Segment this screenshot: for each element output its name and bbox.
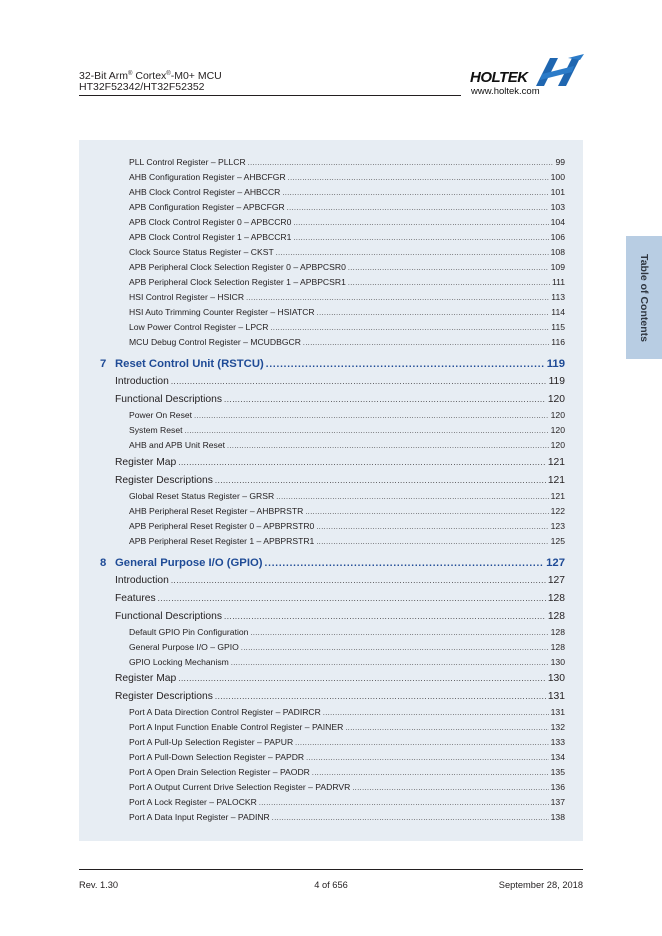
toc-page-number: 127 [547,575,565,586]
toc-page-number: 115 [551,322,565,332]
toc-entry-title: Register Descriptions [115,691,213,702]
toc-dot-leader [317,308,550,320]
toc-dot-leader [303,338,549,350]
toc-chapter-number: 8 [100,557,107,569]
toc-section-entry[interactable] [115,672,565,686]
toc-page-number: 133 [550,737,565,747]
toc-dot-leader [293,233,548,245]
toc-subsection-entry[interactable] [129,811,565,823]
footer-divider [79,869,583,870]
toc-subsection-entry[interactable] [129,186,565,198]
toc-dot-leader [348,263,549,275]
toc-entry-title: APB Peripheral Reset Register 1 – APBPRSTR1 [129,536,315,546]
toc-subsection-entry[interactable] [129,520,565,532]
toc-dot-leader [312,768,549,780]
toc-entry-title: Reset Control Unit (RSTCU) [115,358,264,370]
toc-entry-title: Introduction [115,376,169,387]
toc-dot-leader [276,248,549,260]
toc-entry-title: Register Descriptions [115,475,213,486]
toc-entry-title: Port A Data Input Register – PADINR [129,812,270,822]
toc-page-number: 130 [547,673,565,684]
toc-entry-title: Introduction [115,575,169,586]
toc-dot-leader [248,158,554,170]
toc-dot-leader [259,798,549,810]
registered-mark: ® [166,71,171,77]
toc-page-number: 109 [550,262,565,272]
toc-dot-leader [246,293,549,305]
toc-subsection-entry[interactable] [129,216,565,228]
toc-page-number: 111 [551,277,565,287]
toc-entry-title: Port A Data Direction Control Register – PADIRCR [129,707,321,717]
toc-dot-leader [224,393,546,407]
holtek-h-icon [528,54,588,88]
toc-entry-title: System Reset [129,425,183,435]
toc-dot-leader [323,708,549,720]
toc-subsection-entry[interactable] [129,781,565,793]
toc-subsection-entry[interactable] [129,409,565,421]
toc-entry-title: Features [115,593,156,604]
toc-subsection-entry[interactable] [129,490,565,502]
toc-entry-title: APB Clock Control Register 1 – APBCCR1 [129,232,292,242]
toc-subsection-entry[interactable] [129,306,565,318]
toc-entry-title: Default GPIO Pin Configuration [129,627,249,637]
toc-subsection-entry[interactable] [129,276,565,288]
toc-subsection-entry[interactable] [129,766,565,778]
toc-page-number: 108 [550,247,565,257]
toc-entry-title: APB Configuration Register – APBCFGR [129,202,285,212]
toc-dot-leader [266,357,545,373]
toc-subsection-entry[interactable] [129,201,565,213]
toc-section-entry[interactable] [115,574,565,588]
toc-entry-title: Functional Descriptions [115,611,223,622]
toc-page-number: 106 [550,232,565,242]
toc-section-entry[interactable] [115,393,565,407]
toc-entry-title: Functional Descriptions [115,394,223,405]
toc-entry-title: Low Power Control Register – LPCR [129,322,269,332]
toc-dot-leader [194,411,549,423]
toc-subsection-entry[interactable] [129,706,565,718]
toc-entry-title: GPIO Locking Mechanism [129,657,229,667]
toc-page-number: 125 [550,536,565,546]
toc-page-number: 101 [550,187,565,197]
toc-dot-leader [270,323,549,335]
toc-dot-leader [352,783,548,795]
toc-dot-leader [345,723,548,735]
toc-page-number: 120 [550,425,565,435]
toc-entry-title: APB Peripheral Clock Selection Register 0 – APBPCSR0 [129,262,346,272]
toc-entry-title: AHB Peripheral Reset Register – AHBPRSTR [129,506,304,516]
toc-subsection-entry[interactable] [129,156,565,168]
toc-page-number: 134 [550,752,565,762]
toc-page-number: 135 [550,767,565,777]
toc-section-entry[interactable] [115,474,565,488]
toc-dot-leader [185,426,549,438]
toc-entry-title: HSI Control Register – HSICR [129,292,245,302]
toc-entry-title: AHB Clock Control Register – AHBCCR [129,187,281,197]
toc-chapter-entry[interactable] [100,356,565,372]
toc-dot-leader [215,690,546,704]
toc-page-number: 103 [550,202,565,212]
toc-dot-leader [293,218,548,230]
header-divider [79,95,461,96]
toc-page-number: 137 [550,797,565,807]
toc-entry-title: General Purpose I/O – GPIO [129,642,239,652]
toc-page-number: 136 [550,782,565,792]
toc-entry-title: Register Map [115,457,177,468]
toc-page-number: 123 [550,521,565,531]
toc-subsection-entry[interactable] [129,261,565,273]
toc-subsection-entry[interactable] [129,505,565,517]
toc-entry-title: Port A Pull-Up Selection Register – PAPUR [129,737,294,747]
toc-entry-title: Port A Lock Register – PALOCKR [129,797,257,807]
toc-subsection-entry[interactable] [129,721,565,733]
toc-dot-leader [241,643,549,655]
toc-page-number: 131 [550,707,565,717]
toc-page-number: 128 [550,642,565,652]
toc-entry-title: APB Peripheral Clock Selection Register 1 – APBPCSR1 [129,277,346,287]
toc-page-number: 132 [550,722,565,732]
toc-subsection-entry[interactable] [129,535,565,547]
toc-page-number: 121 [547,457,565,468]
toc-dot-leader [178,672,546,686]
toc-entry-title: MCU Debug Control Register – MCUDBGCR [129,337,301,347]
toc-subsection-entry[interactable] [129,656,565,668]
toc-page-number: 122 [550,506,565,516]
registered-mark: ® [128,71,133,77]
toc-dot-leader [250,628,548,640]
toc-entry-title: APB Clock Control Register 0 – APBCCR0 [129,217,292,227]
toc-entry-title: Register Map [115,673,177,684]
toc-dot-leader [295,738,549,750]
toc-section-entry[interactable] [115,610,565,624]
toc-entry-title: Port A Pull-Down Selection Register – PAPDR [129,752,305,762]
footer-date: September 28, 2018 [498,880,583,890]
toc-dot-leader [272,813,549,825]
toc-dot-leader [215,474,546,488]
toc-subsection-entry[interactable] [129,336,565,348]
toc-entry-title: Port A Output Current Drive Selection Register – PADRVR [129,782,351,792]
toc-page-number: 113 [551,292,565,302]
toc-dot-leader [158,592,546,606]
toc-entry-title: Power On Reset [129,410,193,420]
toc-page-number: 128 [547,611,565,622]
footer-revision: Rev. 1.30 [79,880,119,890]
logo-wordmark: HOLTEK [470,69,528,86]
toc-dot-leader [305,507,548,519]
side-tab-table-of-contents[interactable]: Table of Contents [626,236,662,359]
toc-page-number: 119 [548,376,565,387]
toc-dot-leader [178,456,546,470]
toc-dot-leader [306,753,549,765]
toc-dot-leader [224,610,546,624]
toc-entry-title: Clock Source Status Register – CKST [129,247,274,257]
toc-entry-title: Global Reset Status Register – GRSR [129,491,275,501]
toc-subsection-entry[interactable] [129,231,565,243]
toc-dot-leader [276,492,548,504]
footer-page-number: 4 of 656 [314,880,348,890]
toc-subsection-entry[interactable] [129,246,565,258]
toc-entry-title: Port A Open Drain Selection Register – PAODR [129,767,310,777]
toc-subsection-entry[interactable] [129,626,565,638]
toc-page-number: 121 [550,491,565,501]
toc-subsection-entry[interactable] [129,641,565,653]
toc-subsection-entry[interactable] [129,321,565,333]
toc-page-number: 131 [547,691,565,702]
toc-section-entry[interactable] [115,690,565,704]
toc-page-number: 100 [550,172,565,182]
toc-page-number: 138 [550,812,565,822]
toc-entry-title: Port A Input Function Enable Control Register – PAINER [129,722,344,732]
toc-entry-title: AHB Configuration Register – AHBCFGR [129,172,286,182]
toc-subsection-entry[interactable] [129,424,565,436]
logo-url: www.holtek.com [471,86,540,97]
toc-page-number: 116 [551,337,565,347]
toc-dot-leader [227,441,549,453]
toc-dot-leader [282,188,548,200]
toc-dot-leader [348,278,550,290]
toc-subsection-entry[interactable] [129,736,565,748]
toc-dot-leader [287,203,549,215]
toc-page-number: 99 [555,157,565,167]
toc-subsection-entry[interactable] [129,291,565,303]
toc-dot-leader [231,658,549,670]
document-subtitle: HT32F52342/HT32F52352 [79,81,205,93]
toc-dot-leader [316,537,548,549]
toc-page-number: 130 [550,657,565,667]
toc-dot-leader [171,574,546,588]
toc-page-number: 128 [547,593,565,604]
toc-page-number: 128 [550,627,565,637]
toc-dot-leader [265,556,545,572]
toc-page-number: 120 [550,410,565,420]
toc-page-number: 120 [547,394,565,405]
toc-page-number: 114 [551,307,565,317]
toc-subsection-entry[interactable] [129,171,565,183]
toc-section-entry[interactable] [115,375,565,389]
toc-entry-title: General Purpose I/O (GPIO) [115,557,263,569]
toc-page-number: 127 [546,557,565,569]
document-title: 32-Bit Arm® Cortex®-M0+ MCU [79,70,222,82]
toc-subsection-entry[interactable] [129,439,565,451]
toc-page-number: 121 [547,475,565,486]
toc-dot-leader [288,173,549,185]
toc-dot-leader [316,522,548,534]
toc-page-number: 120 [550,440,565,450]
toc-subsection-entry[interactable] [129,751,565,763]
toc-chapter-number: 7 [100,358,107,370]
holtek-logo [470,56,588,100]
toc-section-entry[interactable] [115,456,565,470]
toc-dot-leader [171,375,547,389]
toc-entry-title: PLL Control Register – PLLCR [129,157,246,167]
toc-subsection-entry[interactable] [129,796,565,808]
toc-section-entry[interactable] [115,592,565,606]
toc-page-number: 104 [550,217,565,227]
toc-entry-title: HSI Auto Trimming Counter Register – HSIATCR [129,307,315,317]
toc-page-number: 119 [546,358,565,370]
toc-entry-title: APB Peripheral Reset Register 0 – APBPRSTR0 [129,521,315,531]
toc-entry-title: AHB and APB Unit Reset [129,440,226,450]
toc-chapter-entry[interactable] [100,555,565,571]
